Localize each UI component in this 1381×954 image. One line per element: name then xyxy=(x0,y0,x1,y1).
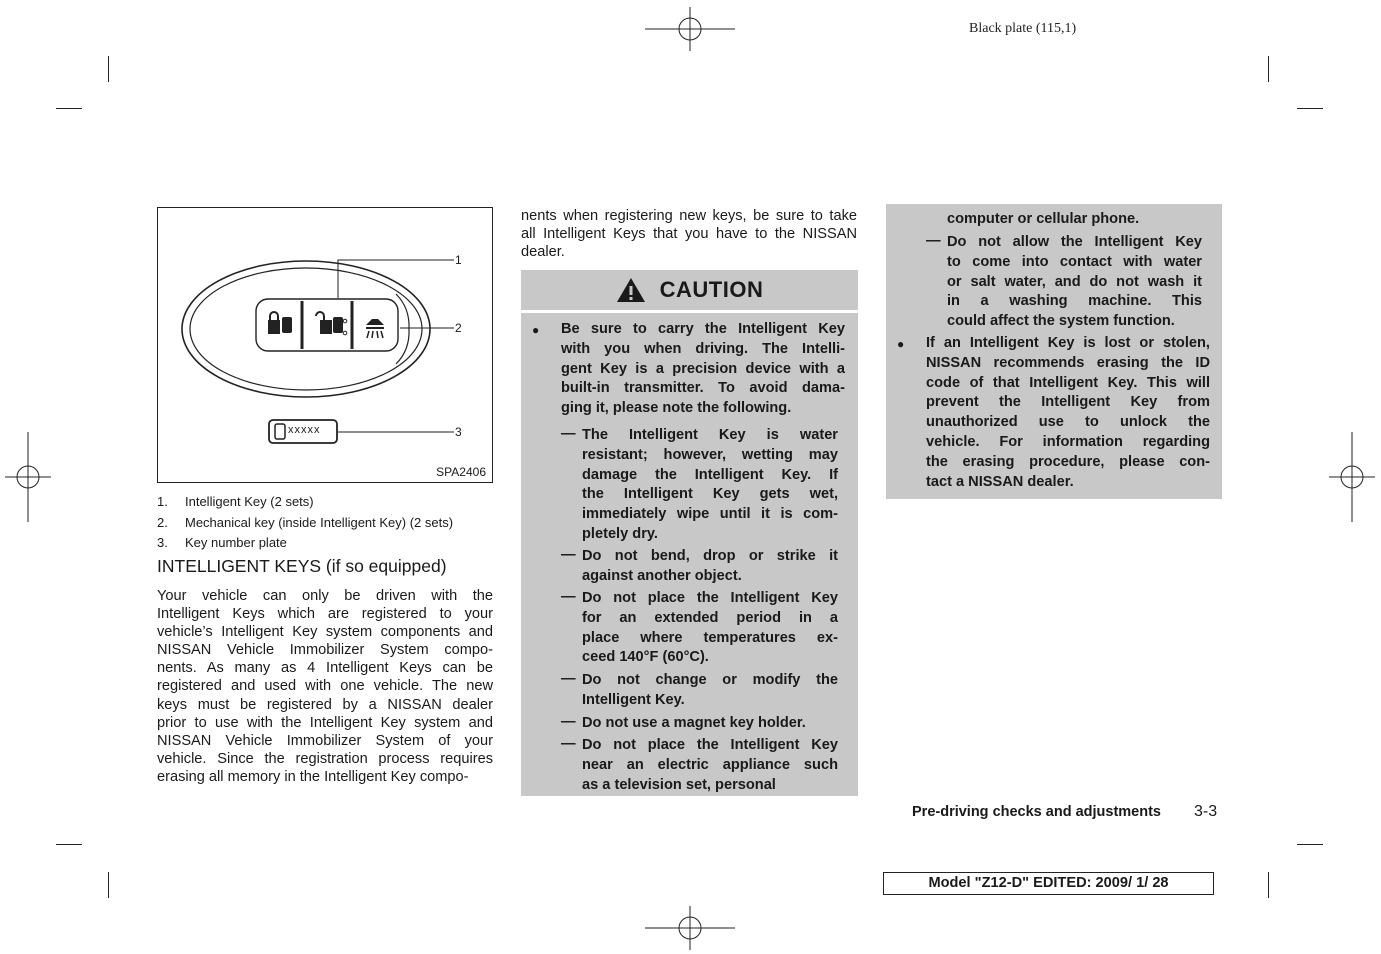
registration-target-left xyxy=(5,432,51,522)
text-line: vehicle’s Intelligent Key system components and xyxy=(157,624,493,641)
trunk-icon xyxy=(366,319,384,338)
text-line: If an Intelligent Key is lost or stolen, xyxy=(926,335,1210,351)
text-line: Do not allow the Intelligent Key xyxy=(947,234,1202,250)
text-line: with you when driving. The Intelli- xyxy=(561,340,845,357)
item-text xyxy=(582,426,838,545)
text-line: or salt water, and do not wash it xyxy=(947,273,1202,290)
text-line: the Intelligent Key gets wet, xyxy=(582,486,838,503)
text-line: registered and used with one vehicle. The new xyxy=(157,678,493,695)
key-number-plate-text: xxxxx xyxy=(288,424,321,436)
callout-3: 3 xyxy=(455,425,462,439)
text-line: near an electric appliance such xyxy=(582,756,838,773)
text-line: ceed 140°F (60°C). xyxy=(582,649,709,666)
dash-marker: — xyxy=(561,547,576,563)
bullet-icon: ● xyxy=(532,323,540,337)
text-line: code of that Intelligent Key. This will xyxy=(926,374,1210,391)
model-edited-box: Model "Z12-D" EDITED: 2009/ 1/ 28 xyxy=(883,872,1214,895)
dash-marker: — xyxy=(561,671,576,687)
lock-icon xyxy=(268,312,292,334)
unlock-icon xyxy=(316,312,347,335)
text-line: against another object. xyxy=(582,567,742,584)
text-line: Do not place the Intelligent Key xyxy=(582,737,838,753)
text-line: erasing all memory in the Intelligent Key compo- xyxy=(157,768,469,785)
text-line: immediately wipe until it is com- xyxy=(582,506,838,523)
registration-target-top xyxy=(645,7,735,51)
item-text xyxy=(582,547,838,587)
item-text xyxy=(582,671,838,711)
text-line: as a television set, personal xyxy=(582,776,776,793)
text-line: prevent the Intelligent Key from xyxy=(926,394,1210,411)
crop-mark xyxy=(1297,108,1323,109)
section-heading: INTELLIGENT KEYS (if so equipped) xyxy=(157,556,447,576)
text-line: damage the Intelligent Key. If xyxy=(582,466,838,483)
crop-mark xyxy=(1268,872,1269,898)
figure-code: SPA2406 xyxy=(436,465,486,479)
text-line: Intelligent Key. xyxy=(582,691,685,708)
text-line: ging it, please note the following. xyxy=(561,400,792,417)
text-line: to come into contact with water xyxy=(947,253,1202,270)
text-line: tact a NISSAN dealer. xyxy=(926,473,1074,490)
text-line: resistant; however, wetting may xyxy=(582,446,838,463)
item-text xyxy=(926,334,1210,492)
text-line: place where temperatures ex- xyxy=(582,629,838,646)
page-number: 3-3 xyxy=(1194,803,1218,820)
text-line: in a washing machine. This xyxy=(947,293,1202,310)
warning-icon xyxy=(616,276,646,304)
registration-target-bottom xyxy=(645,906,735,950)
crop-mark xyxy=(56,108,82,109)
crop-mark xyxy=(108,872,109,898)
legend-item: 3. Key number plate xyxy=(157,535,287,550)
text-line: Do not change or modify the xyxy=(582,672,838,688)
legend-item: 1. Intelligent Key (2 sets) xyxy=(157,494,314,509)
crop-mark xyxy=(1297,844,1323,845)
legend-item: 2. Mechanical key (inside Intelligent Key) (2 sets) xyxy=(157,514,454,530)
callout-2: 2 xyxy=(455,321,462,335)
text-line: Your vehicle can only be driven with the xyxy=(157,588,493,604)
text-line: vehicle. Since the registration process requires xyxy=(157,750,493,767)
text-line: nents. As many as 4 Intelligent Keys can be xyxy=(157,660,493,677)
text-line: the erasing procedure, please con- xyxy=(926,453,1210,470)
bullet-icon: ● xyxy=(897,337,905,351)
dash-marker: — xyxy=(561,736,576,752)
text-line: built-in transmitter. To avoid dama- xyxy=(561,380,845,397)
figure-legend xyxy=(157,492,453,554)
caution-continued xyxy=(886,204,1222,499)
item-text xyxy=(582,714,838,734)
text-line: NISSAN Vehicle Immobilizer System compo- xyxy=(157,642,493,659)
column2-paragraph xyxy=(521,207,857,261)
continued-text: computer or cellular phone. xyxy=(947,211,1140,227)
registration-target-right xyxy=(1329,432,1375,522)
text-line: pletely dry. xyxy=(582,525,658,542)
crop-mark xyxy=(1268,56,1269,82)
text-line: unauthorized use to unlock the xyxy=(926,414,1210,431)
crop-mark xyxy=(56,844,82,845)
caution-title: CAUTION xyxy=(659,277,764,302)
dash-marker: — xyxy=(561,426,576,442)
item-text xyxy=(582,736,838,795)
text-line: all Intelligent Keys that you have to the NISSAN xyxy=(521,226,857,243)
text-line: keys must be registered by a NISSAN dealer xyxy=(157,696,493,713)
column1-paragraph xyxy=(157,587,493,786)
text-line: vehicle. For information regarding xyxy=(926,433,1210,450)
dash-marker: — xyxy=(561,589,576,605)
crop-mark xyxy=(108,56,109,82)
intelligent-key-illustration xyxy=(158,208,492,482)
text-line: for an extended period in a xyxy=(582,609,838,626)
text-line: gent Key is a precision device with a xyxy=(561,360,845,377)
text-line: could affect the system function. xyxy=(947,313,1175,330)
text-line: NISSAN Vehicle Immobilizer System of your xyxy=(157,732,493,749)
caution-header xyxy=(521,270,858,310)
item-text xyxy=(582,589,838,668)
dash-marker: — xyxy=(561,714,576,730)
text-line: Do not place the Intelligent Key xyxy=(582,590,838,606)
footer-section-title: Pre-driving checks and adjustments xyxy=(912,804,1161,820)
text-line: Do not use a magnet key holder. xyxy=(582,715,806,731)
text-line: The Intelligent Key is water xyxy=(582,427,838,443)
text-line: prior to use with the Intelligent Key system and xyxy=(157,714,493,731)
text-line: Intelligent Keys which are registered to your xyxy=(157,606,493,623)
caution-body xyxy=(521,313,858,796)
text-line: dealer. xyxy=(521,244,565,261)
item-text xyxy=(561,320,845,419)
text-line: nents when registering new keys, be sure to take xyxy=(521,208,857,224)
text-line: Be sure to carry the Intelligent Key xyxy=(561,321,845,337)
text-line: NISSAN recommends erasing the ID xyxy=(926,354,1210,371)
plate-label: Black plate (115,1) xyxy=(969,21,1077,36)
text-line: Do not bend, drop or strike it xyxy=(582,548,838,564)
item-text xyxy=(947,233,1202,332)
dash-marker: — xyxy=(926,233,941,249)
callout-1: 1 xyxy=(455,253,462,267)
key-figure xyxy=(157,207,493,483)
